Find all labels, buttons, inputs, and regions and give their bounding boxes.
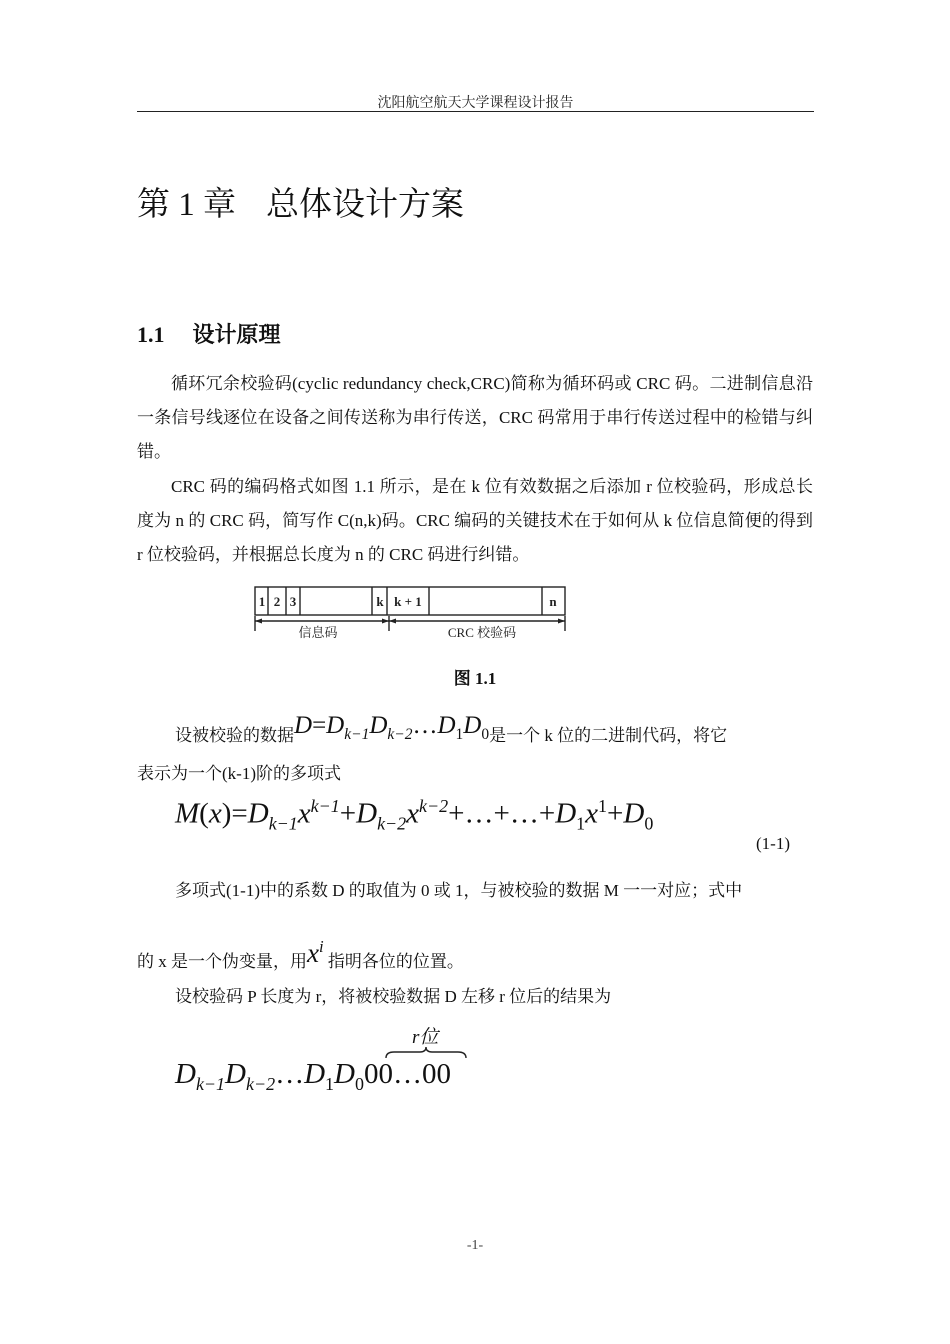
data-def-text-pre: 设被校验的数据 xyxy=(175,726,294,745)
overbrace-label: r位 xyxy=(412,1027,439,1048)
section-heading xyxy=(137,318,281,349)
page-header: 沈阳航空航天大学课程设计报告 xyxy=(377,96,574,111)
paragraph-pseudo-variable xyxy=(137,937,464,974)
figure-cell-k: k xyxy=(376,594,384,609)
paragraph-data-def-line2: 表示为一个(k-1)阶的多项式 xyxy=(137,764,341,783)
crc-format-figure xyxy=(252,584,568,642)
section-title: 设计原理 xyxy=(192,322,281,347)
paragraph-shift: 设校验码 P 长度为 r，将被校验数据 D 左移 r 位后的结果为 xyxy=(175,987,612,1006)
chapter-title: 总体设计方案 xyxy=(266,187,464,223)
section-number: 1.1 xyxy=(137,322,165,347)
figure-caption: 图 1.1 xyxy=(453,669,497,688)
pseudo-variable-text-post: 指明各位的位置。 xyxy=(323,952,464,971)
chapter-number: 第 1 章 xyxy=(137,187,236,223)
equation-shifted: $D_{k-1}D_{k-2}\dots D_1D_000\dots 00$ xyxy=(175,1058,451,1094)
figure-cell-1: 1 xyxy=(258,594,266,609)
pseudo-variable-text-pre: 的 x 是一个伪变量，用 xyxy=(137,952,307,971)
figure-cell-3: 3 xyxy=(289,594,297,609)
data-def-text-post: 是一个 k 位的二进制代码，将它 xyxy=(489,726,728,745)
page-number: -1- xyxy=(466,1238,484,1253)
paragraph-coefficients: 多项式(1-1)中的系数 D 的取值为 0 或 1，与被校验的数据 M 一一对应；式中 xyxy=(175,881,743,900)
paragraph-data-def-line1 xyxy=(175,712,728,752)
figure-cell-n: n xyxy=(549,594,557,609)
inline-equation-d: $D=D_{k-1}D_{k-2}\dots D_1D_0$ xyxy=(294,712,490,743)
paragraph-crc-intro: 循环冗余校验码(cyclic redundancy check,CRC)简称为循环码或 CRC 码。二进制信息沿一条信号线逐位在设备之间传送称为串行传送，CRC 码常用于串行传送过程中的检错与纠错。 xyxy=(137,374,813,461)
figure-check-label: CRC 校验码 xyxy=(447,625,517,640)
paragraph-crc-format: CRC 码的编码格式如图 1.1 所示，是在 k 位有效数据之后添加 r 位校验码，形成总长度为 n 的 CRC 码，简写作 C(n,k)码。CRC 编码的关键技术在于如何从 k 位信息简便的得到 r 位校验码，并根据总长度为 n 的 CRC 码进行纠错。 xyxy=(137,477,813,564)
figure-cell-k-plus-1: k + 1 xyxy=(394,594,422,609)
figure-cell-2: 2 xyxy=(273,594,281,609)
inline-equation-xi: $x^i$ xyxy=(307,937,324,968)
shifted-zeros: 00…00 xyxy=(363,1058,451,1090)
header-rule xyxy=(137,111,814,112)
equation-polynomial: $M(x)=D_{k-1}x^{k-1}+D_{k-2}x^{k-2}+\dots+\dots+D_1x^1+D_0$ xyxy=(175,796,654,834)
chapter-heading xyxy=(137,178,464,225)
equation-number: (1-1) xyxy=(756,834,790,853)
figure-info-label: 信息码 xyxy=(298,625,338,640)
